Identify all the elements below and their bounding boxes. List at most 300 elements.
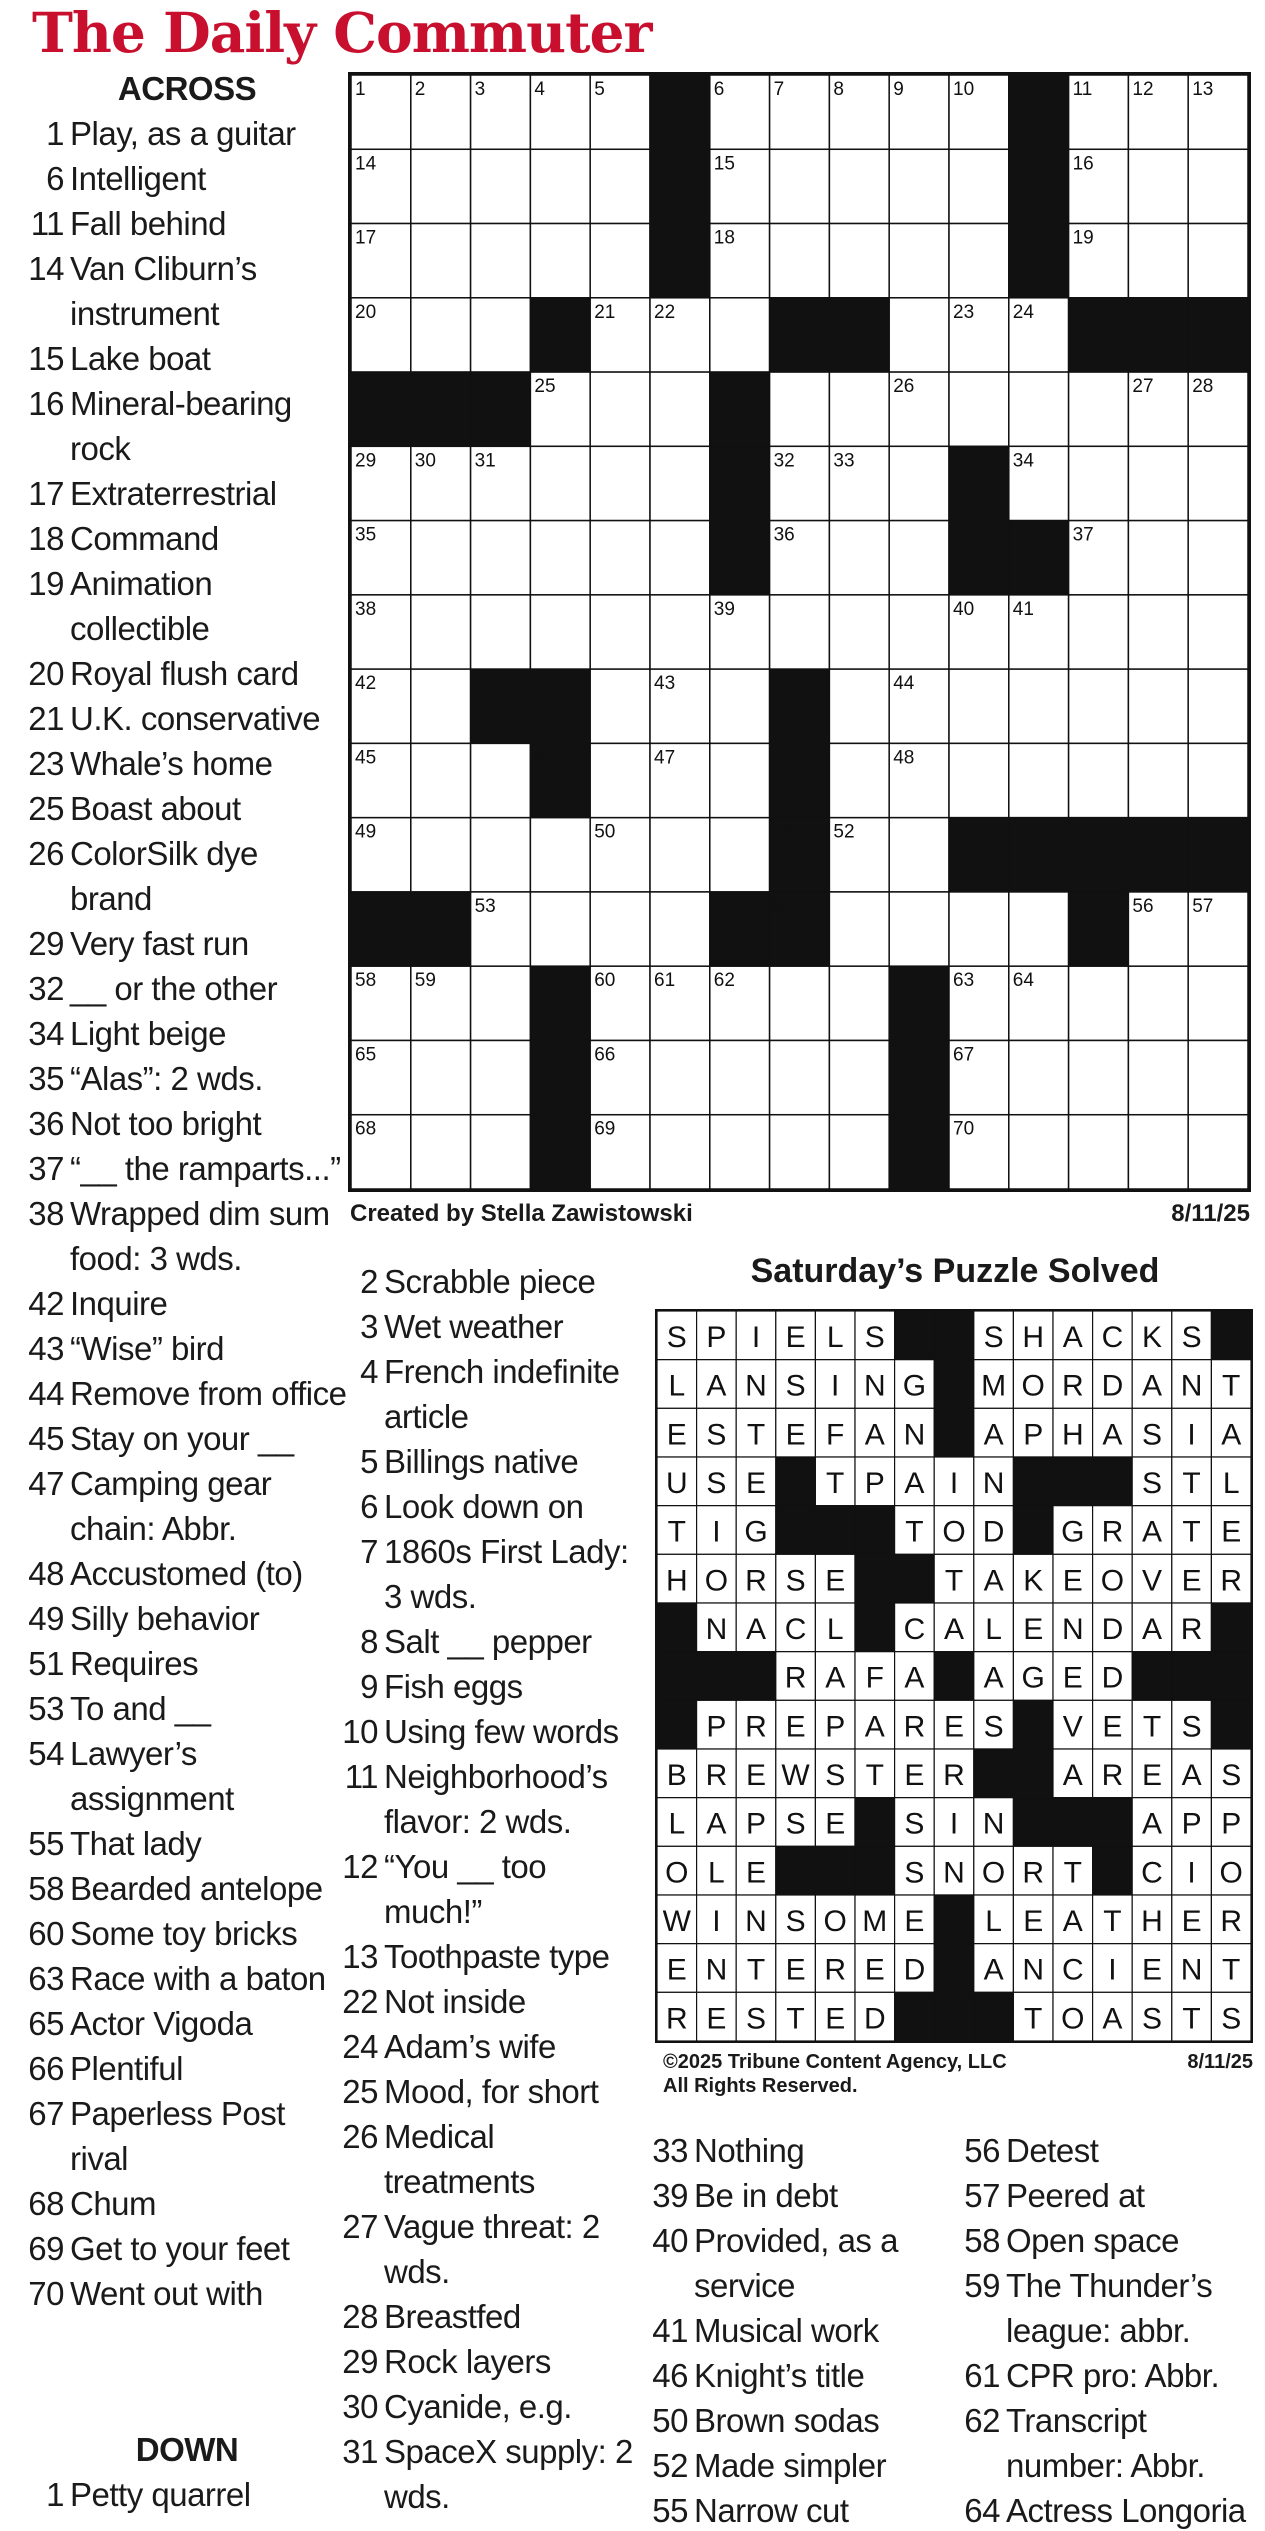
clue-number: 5 (360, 1443, 378, 1480)
cell-number: 1 (355, 79, 366, 100)
grid-cell[interactable] (829, 521, 889, 595)
clue-item (26, 2181, 348, 2226)
grid-cell[interactable] (770, 966, 830, 1040)
clue-number: 31 (342, 2433, 378, 2470)
clue-number: 36 (28, 1105, 64, 1142)
solved-letter: S (825, 1759, 846, 1793)
clue-number: 41 (652, 2312, 688, 2349)
black-square (471, 372, 531, 446)
grid-cell[interactable] (411, 1115, 471, 1189)
grid-cell[interactable] (1128, 149, 1188, 223)
clue-item (962, 2128, 1262, 2173)
grid-cell[interactable] (889, 521, 949, 595)
black-square (530, 298, 590, 372)
grid-cell[interactable] (1188, 966, 1248, 1040)
grid-cell[interactable] (1009, 372, 1069, 446)
grid-cell[interactable] (411, 595, 471, 669)
black-square (411, 372, 471, 446)
grid-cell[interactable] (1128, 224, 1188, 298)
grid-cell[interactable] (1069, 446, 1129, 520)
grid-cell[interactable] (1188, 595, 1248, 669)
clue-text: Stay on your __ (70, 1420, 294, 1457)
down-clues-part-1 (26, 2427, 348, 2517)
cell-number: 29 (355, 450, 377, 472)
solved-black-square (1013, 1700, 1053, 1749)
grid-cell[interactable] (829, 224, 889, 298)
solved-letter: L (1222, 1467, 1240, 1501)
clue-item (26, 1461, 348, 1551)
grid-cell[interactable] (1128, 521, 1188, 595)
solved-letter: E (1141, 1759, 1163, 1793)
down-clues-part-3 (650, 2128, 950, 2531)
grid-cell[interactable] (590, 372, 650, 446)
clue-item (26, 2046, 348, 2091)
clue-text: Command (70, 520, 219, 557)
clue-number: 3 (360, 1308, 378, 1345)
cell-number: 21 (594, 301, 616, 323)
grid-cell[interactable] (829, 149, 889, 223)
clue-text: Musical work (694, 2312, 879, 2349)
clue-number: 6 (46, 160, 64, 197)
clue-item (650, 2488, 950, 2531)
solved-letter: W (781, 1759, 810, 1793)
cell-number: 34 (1012, 450, 1034, 472)
grid-cell[interactable] (471, 743, 531, 817)
clue-item (650, 2398, 950, 2443)
solved-letter: C (1141, 1856, 1163, 1890)
grid-cell[interactable] (471, 298, 531, 372)
clue-item (340, 2384, 640, 2429)
clue-item (26, 1686, 348, 1731)
cell-number: 52 (833, 821, 855, 843)
solved-letter: K (1141, 1321, 1163, 1355)
grid-cell[interactable] (471, 1040, 531, 1114)
grid-cell[interactable] (1069, 743, 1129, 817)
solved-letter: D (1101, 1661, 1124, 1695)
black-square (889, 1040, 949, 1114)
clue-item (962, 2263, 1262, 2353)
solved-letter: I (1187, 1418, 1196, 1452)
grid-cell[interactable] (1069, 595, 1129, 669)
black-square (829, 298, 889, 372)
clue-text: Petty quarrel (70, 2476, 251, 2513)
clue-number: 11 (30, 205, 64, 242)
grid-cell[interactable] (1128, 595, 1188, 669)
black-square (770, 669, 830, 743)
clue-number: 7 (360, 1533, 378, 1570)
solved-letter: R (903, 1710, 926, 1744)
clue-item (26, 786, 348, 831)
clue-number: 59 (964, 2267, 1000, 2304)
grid-cell[interactable] (1128, 446, 1188, 520)
solved-letter: R (1220, 1905, 1243, 1939)
cell-number: 19 (1072, 227, 1094, 249)
clue-item (340, 1754, 640, 1844)
clue-item (340, 1439, 640, 1484)
grid-cell[interactable] (411, 298, 471, 372)
black-square (411, 892, 471, 966)
cell-number: 38 (355, 598, 377, 620)
cell-number: 32 (773, 450, 795, 472)
cell-number: 6 (713, 79, 725, 100)
grid-cell[interactable] (1128, 1040, 1188, 1114)
solved-letter: N (705, 1613, 728, 1647)
clue-text: Animation collectible (70, 565, 213, 647)
grid-cell[interactable] (829, 966, 889, 1040)
grid-cell[interactable] (471, 595, 531, 669)
clue-number: 13 (342, 1938, 378, 1975)
grid-cell[interactable] (1128, 1115, 1188, 1189)
solved-letter: P (1181, 1807, 1202, 1841)
grid-cell[interactable] (829, 743, 889, 817)
clue-item (962, 2398, 1262, 2488)
clue-item (340, 1934, 640, 1979)
grid-cell[interactable] (650, 372, 710, 446)
grid-cell[interactable] (471, 818, 531, 892)
solved-letter: A (1062, 1905, 1083, 1939)
clue-item (26, 516, 348, 561)
clue-text: Neighborhood’s flavor: 2 wds. (384, 1758, 608, 1840)
clue-number: 44 (28, 1375, 64, 1412)
grid-cell[interactable] (411, 224, 471, 298)
grid-cell[interactable] (1188, 149, 1248, 223)
black-square (650, 75, 710, 149)
clue-item (650, 2308, 950, 2353)
grid-cell[interactable] (770, 1040, 830, 1114)
solved-letter: E (706, 2002, 727, 2036)
clue-number: 61 (964, 2357, 1000, 2394)
grid-cell[interactable] (411, 743, 471, 817)
solved-black-square (1093, 1457, 1133, 1506)
grid-cell[interactable] (1188, 521, 1248, 595)
clue-text: Race with a baton (70, 1960, 326, 1997)
solved-letter: L (668, 1369, 686, 1403)
clue-text: Inquire (70, 1285, 168, 1322)
grid-cell[interactable] (1069, 1040, 1129, 1114)
solved-letter: O (1021, 1369, 1045, 1403)
solved-letter: O (981, 1856, 1006, 1890)
grid-cell[interactable] (411, 521, 471, 595)
solved-letter: R (1101, 1759, 1124, 1793)
grid-cell[interactable] (770, 149, 830, 223)
grid-cell[interactable] (889, 149, 949, 223)
grid-cell[interactable] (590, 446, 650, 520)
grid-cell[interactable] (889, 892, 949, 966)
crossword-grid-svg[interactable] (351, 75, 1248, 1189)
grid-cell[interactable] (1009, 669, 1069, 743)
solved-black-square (1013, 1749, 1053, 1798)
clue-item (340, 1979, 640, 2024)
solved-letter: T (1103, 1905, 1122, 1939)
solved-letter: N (943, 1856, 965, 1890)
cell-number: 7 (773, 79, 785, 100)
grid-cell[interactable] (1188, 446, 1248, 520)
solved-black-square (855, 1603, 895, 1652)
solved-black-square (934, 1895, 974, 1944)
grid-cell[interactable] (650, 521, 710, 595)
clue-text: Intelligent (70, 160, 206, 197)
grid-cell[interactable] (1069, 669, 1129, 743)
solved-letter: E (1181, 1564, 1202, 1598)
solved-letter: P (706, 1321, 727, 1355)
solved-letter: R (1220, 1564, 1243, 1598)
cell-number: 11 (1072, 79, 1093, 100)
grid-cell[interactable] (710, 669, 770, 743)
cell-number: 31 (474, 450, 496, 472)
clue-item (26, 966, 348, 1011)
solved-letter: D (863, 2002, 886, 2036)
black-square (530, 966, 590, 1040)
solved-letter: C (903, 1613, 926, 1647)
solved-letter: O (1100, 1564, 1125, 1598)
clue-item (26, 1101, 348, 1146)
solved-letter: P (745, 1807, 767, 1841)
grid-cell[interactable] (1188, 224, 1248, 298)
clue-text: ColorSilk dye brand (70, 835, 258, 917)
grid-cell[interactable] (590, 669, 650, 743)
grid-cell[interactable] (530, 446, 590, 520)
clue-number: 53 (28, 1690, 64, 1727)
grid-cell[interactable] (829, 1115, 889, 1189)
clue-number: 57 (964, 2177, 1000, 2214)
clue-item (340, 2429, 640, 2519)
clue-number: 46 (652, 2357, 688, 2394)
clue-item (340, 2204, 640, 2294)
cell-number: 22 (654, 301, 676, 323)
grid-cell[interactable] (590, 149, 650, 223)
clue-text: “__ the ramparts...” (70, 1150, 341, 1187)
grid-cell[interactable] (590, 892, 650, 966)
grid-cell[interactable] (1188, 1115, 1248, 1189)
grid-cell[interactable] (889, 298, 949, 372)
clue-text: Extraterrestrial (70, 475, 277, 512)
cell-number: 67 (953, 1044, 975, 1066)
grid-cell[interactable] (471, 149, 531, 223)
clue-text: Salt __ pepper (384, 1623, 592, 1660)
solved-letter: U (665, 1467, 688, 1501)
grid-cell[interactable] (650, 446, 710, 520)
solved-letter: T (1222, 1953, 1241, 1987)
solved-letter: O (704, 1564, 729, 1598)
grid-cell[interactable] (949, 892, 1009, 966)
solved-letter: P (1221, 1807, 1242, 1841)
grid-cell[interactable] (1128, 743, 1188, 817)
black-square (1009, 75, 1069, 149)
black-square (710, 521, 770, 595)
cell-number: 18 (713, 227, 735, 249)
grid-cell[interactable] (650, 818, 710, 892)
solved-letter: S (706, 1467, 727, 1501)
grid-cell[interactable] (829, 892, 889, 966)
solved-letter: T (667, 1515, 686, 1549)
clue-number: 50 (652, 2402, 688, 2439)
clue-text: Wet weather (384, 1308, 564, 1345)
grid-cell[interactable] (650, 1115, 710, 1189)
clue-item (26, 1056, 348, 1101)
grid-cell[interactable] (949, 669, 1009, 743)
grid-cell[interactable] (829, 372, 889, 446)
grid-cell[interactable] (710, 1040, 770, 1114)
grid-cell[interactable] (949, 149, 1009, 223)
grid-cell[interactable] (471, 521, 531, 595)
clue-number: 26 (28, 835, 64, 872)
solved-letter: F (865, 1661, 884, 1695)
solved-black-square (1053, 1798, 1093, 1847)
clue-item (26, 1371, 348, 1416)
clue-text: Peered at (1006, 2177, 1145, 2214)
cell-number: 54 (773, 895, 795, 917)
cell-number: 55 (1072, 895, 1094, 917)
grid-cell[interactable] (471, 224, 531, 298)
clue-number: 40 (652, 2222, 688, 2259)
grid-cell[interactable] (770, 372, 830, 446)
grid-cell[interactable] (530, 149, 590, 223)
grid-cell[interactable] (411, 818, 471, 892)
cell-number: 42 (355, 673, 377, 695)
solved-letter: A (1062, 1759, 1083, 1793)
solved-letter: S (785, 1369, 806, 1403)
grid-cell[interactable] (530, 521, 590, 595)
solved-black-square (895, 1311, 935, 1360)
cell-number: 47 (654, 747, 676, 769)
solved-letter: S (904, 1807, 925, 1841)
solved-black-square (855, 1798, 895, 1847)
solved-letter: R (745, 1710, 767, 1744)
clue-item (340, 2069, 640, 2114)
solved-letter: S (1221, 1759, 1242, 1793)
grid-cell[interactable] (710, 1115, 770, 1189)
grid-cell[interactable] (471, 1115, 531, 1189)
grid-cell[interactable] (1128, 966, 1188, 1040)
grid-cell[interactable] (889, 446, 949, 520)
grid-cell[interactable] (770, 595, 830, 669)
clue-item (340, 1664, 640, 1709)
grid-cell[interactable] (411, 669, 471, 743)
grid-cell[interactable] (949, 224, 1009, 298)
grid-cell[interactable] (590, 743, 650, 817)
clue-number: 58 (28, 1870, 64, 1907)
grid-cell[interactable] (770, 1115, 830, 1189)
clue-text: Silly behavior (70, 1600, 260, 1637)
grid-cell[interactable] (710, 298, 770, 372)
grid-cell[interactable] (1188, 1040, 1248, 1114)
grid-cell[interactable] (530, 595, 590, 669)
grid-cell[interactable] (471, 966, 531, 1040)
grid-cell[interactable] (590, 224, 650, 298)
clue-item (26, 1551, 348, 1596)
clue-text: Mood, for short (384, 2073, 599, 2110)
cell-number: 39 (713, 598, 735, 620)
solved-letter: G (1021, 1661, 1045, 1695)
solved-letter: H (1022, 1321, 1045, 1355)
solved-letter: N (745, 1905, 767, 1939)
grid-cell[interactable] (710, 818, 770, 892)
grid-cell[interactable] (1009, 892, 1069, 966)
clue-text: Lawyer’s assignment (70, 1735, 234, 1817)
solved-letter: E (825, 1564, 846, 1598)
grid-cell[interactable] (889, 595, 949, 669)
cell-number: 68 (355, 1118, 377, 1140)
clue-item (26, 696, 348, 741)
solved-letter: A (1062, 1321, 1083, 1355)
clue-text: Nothing (694, 2132, 805, 2169)
solved-letter: T (865, 1759, 884, 1793)
crossword-grid[interactable] (348, 72, 1251, 1192)
grid-cell[interactable] (530, 818, 590, 892)
grid-cell[interactable] (1069, 372, 1129, 446)
cell-number: 35 (355, 524, 377, 546)
solved-letter: A (983, 1953, 1004, 1987)
grid-cell[interactable] (590, 595, 650, 669)
grid-cell[interactable] (650, 595, 710, 669)
solved-letter: H (1141, 1905, 1163, 1939)
black-square (530, 669, 590, 743)
grid-cell[interactable] (949, 372, 1009, 446)
grid-cell[interactable] (650, 892, 710, 966)
grid-cell[interactable] (1188, 669, 1248, 743)
grid-cell[interactable] (1069, 1115, 1129, 1189)
clue-number: 9 (360, 1668, 378, 1705)
clue-item (26, 1326, 348, 1371)
solved-letter: D (982, 1515, 1005, 1549)
grid-cell[interactable] (1069, 966, 1129, 1040)
grid-cell[interactable] (889, 818, 949, 892)
grid-cell[interactable] (829, 1040, 889, 1114)
grid-cell[interactable] (889, 224, 949, 298)
clue-number: 47 (28, 1465, 64, 1502)
cell-number: 45 (355, 747, 377, 769)
clue-text: Made simpler (694, 2447, 887, 2484)
clue-number: 1 (46, 115, 64, 152)
grid-cell[interactable] (1128, 669, 1188, 743)
credit-line (350, 1200, 1250, 1228)
grid-cell[interactable] (770, 224, 830, 298)
grid-cell[interactable] (1188, 743, 1248, 817)
grid-cell[interactable] (590, 521, 650, 595)
clue-item (26, 156, 348, 201)
solved-letter: N (1061, 1613, 1084, 1647)
grid-cell[interactable] (1009, 743, 1069, 817)
clue-text: Actor Vigoda (70, 2005, 253, 2042)
grid-cell[interactable] (710, 743, 770, 817)
black-square (770, 298, 830, 372)
solved-letter: S (1141, 1467, 1163, 1501)
clue-text: Accustomed (to) (70, 1555, 303, 1592)
solved-black-square (934, 1652, 974, 1701)
grid-cell[interactable] (829, 669, 889, 743)
clue-number: 1 (46, 2476, 64, 2513)
solved-letter: T (1182, 2002, 1201, 2036)
grid-cell[interactable] (530, 224, 590, 298)
grid-cell[interactable] (530, 892, 590, 966)
solved-letter: S (745, 2002, 767, 2036)
clue-item (26, 111, 348, 156)
grid-cell[interactable] (650, 1040, 710, 1114)
clue-item (340, 2339, 640, 2384)
clue-text: Very fast run (70, 925, 249, 962)
across-clues (26, 66, 348, 2316)
solved-letter: D (1101, 1369, 1124, 1403)
grid-cell[interactable] (411, 1040, 471, 1114)
grid-cell[interactable] (949, 743, 1009, 817)
solved-letter: E (1062, 1661, 1083, 1695)
grid-cell[interactable] (411, 149, 471, 223)
grid-cell[interactable] (1009, 1040, 1069, 1114)
grid-cell[interactable] (829, 595, 889, 669)
solved-letter: R (745, 1564, 767, 1598)
clue-number: 4 (360, 1353, 378, 1390)
grid-cell[interactable] (1009, 1115, 1069, 1189)
